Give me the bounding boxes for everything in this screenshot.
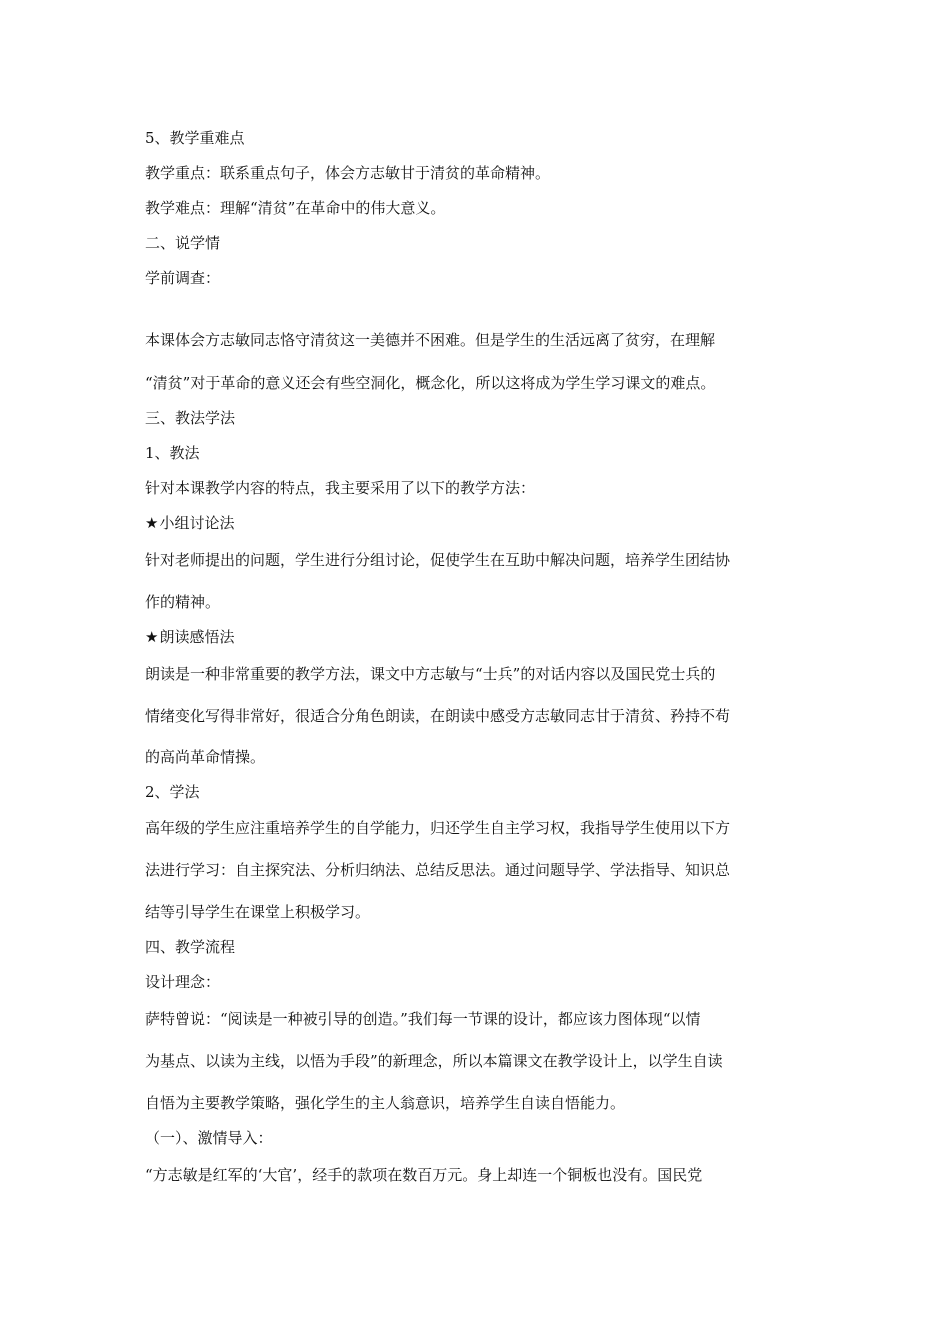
text-line: 法进行学习：自主探究法、分析归纳法、总结反思法。通过问题导学、学法指导、知识总 [145, 861, 731, 879]
heading-learning-method: 2、学法 [145, 783, 200, 801]
text-line: 针对本课教学内容的特点，我主要采用了以下的教学方法： [145, 479, 536, 497]
text-line: 自悟为主要教学策略，强化学生的主人翁意识，培养学生自读自悟能力。 [145, 1094, 626, 1112]
text-line: “方志敏是红军的‘大官’，经手的款项在数百万元。身上却连一个铜板也没有。国民党 [145, 1166, 703, 1184]
text-line: 朗读是一种非常重要的教学方法，课文中方志敏与“士兵”的对话内容以及国民党士兵的 [145, 665, 716, 683]
bullet-group-discussion [145, 513, 234, 533]
text-line: 教学难点：理解“清贫”在革命中的伟大意义。 [145, 199, 446, 217]
star-icon: ★ [145, 514, 159, 532]
text-line: 情绪变化写得非常好，很适合分角色朗读，在朗读中感受方志敏同志甘于清贫、矜持不苟 [145, 707, 731, 725]
text-line: 高年级的学生应注重培养学生的自学能力，归还学生自主学习权，我指导学生使用以下方 [145, 819, 731, 837]
heading-methods: 三、教法学法 [145, 409, 236, 427]
text-line: 作的精神。 [145, 593, 221, 611]
text-line: 学前调查： [145, 269, 221, 287]
text-line: “清贫”对于革命的意义还会有些空洞化，概念化，所以这将成为学生学习课文的难点。 [145, 374, 716, 392]
text-line: 教学重点：联系重点句子，体会方志敏甘于清贫的革命精神。 [145, 164, 551, 182]
text-line: 萨特曾说：“阅读是一种被引导的创造。”我们每一节课的设计，都应该力图体现“以情 [145, 1010, 701, 1028]
heading-teaching-flow: 四、教学流程 [145, 938, 236, 956]
text-line: 的高尚革命情操。 [145, 748, 266, 766]
heading-key-points: 5、教学重难点 [145, 129, 245, 147]
bullet-label: 朗读感悟法 [159, 628, 235, 646]
heading-introduction: （一）、激情导入： [145, 1129, 273, 1147]
text-line: 为基点、以读为主线，以悟为手段”的新理念，所以本篇课文在教学设计上，以学生自读 [145, 1052, 723, 1070]
text-line: 本课体会方志敏同志恪守清贫这一美德并不困难。但是学生的生活远离了贫穷，在理解 [145, 331, 716, 349]
heading-learner-analysis: 二、说学情 [145, 234, 221, 252]
text-line: 结等引导学生在课堂上积极学习。 [145, 903, 371, 921]
heading-teaching-method: 1、教法 [145, 444, 200, 462]
bullet-label: 小组讨论法 [159, 514, 235, 532]
text-line: 针对老师提出的问题，学生进行分组讨论，促使学生在互助中解决问题，培养学生团结协 [145, 551, 731, 569]
bullet-reading [145, 627, 234, 647]
text-line: 设计理念： [145, 973, 221, 991]
star-icon: ★ [145, 628, 159, 646]
